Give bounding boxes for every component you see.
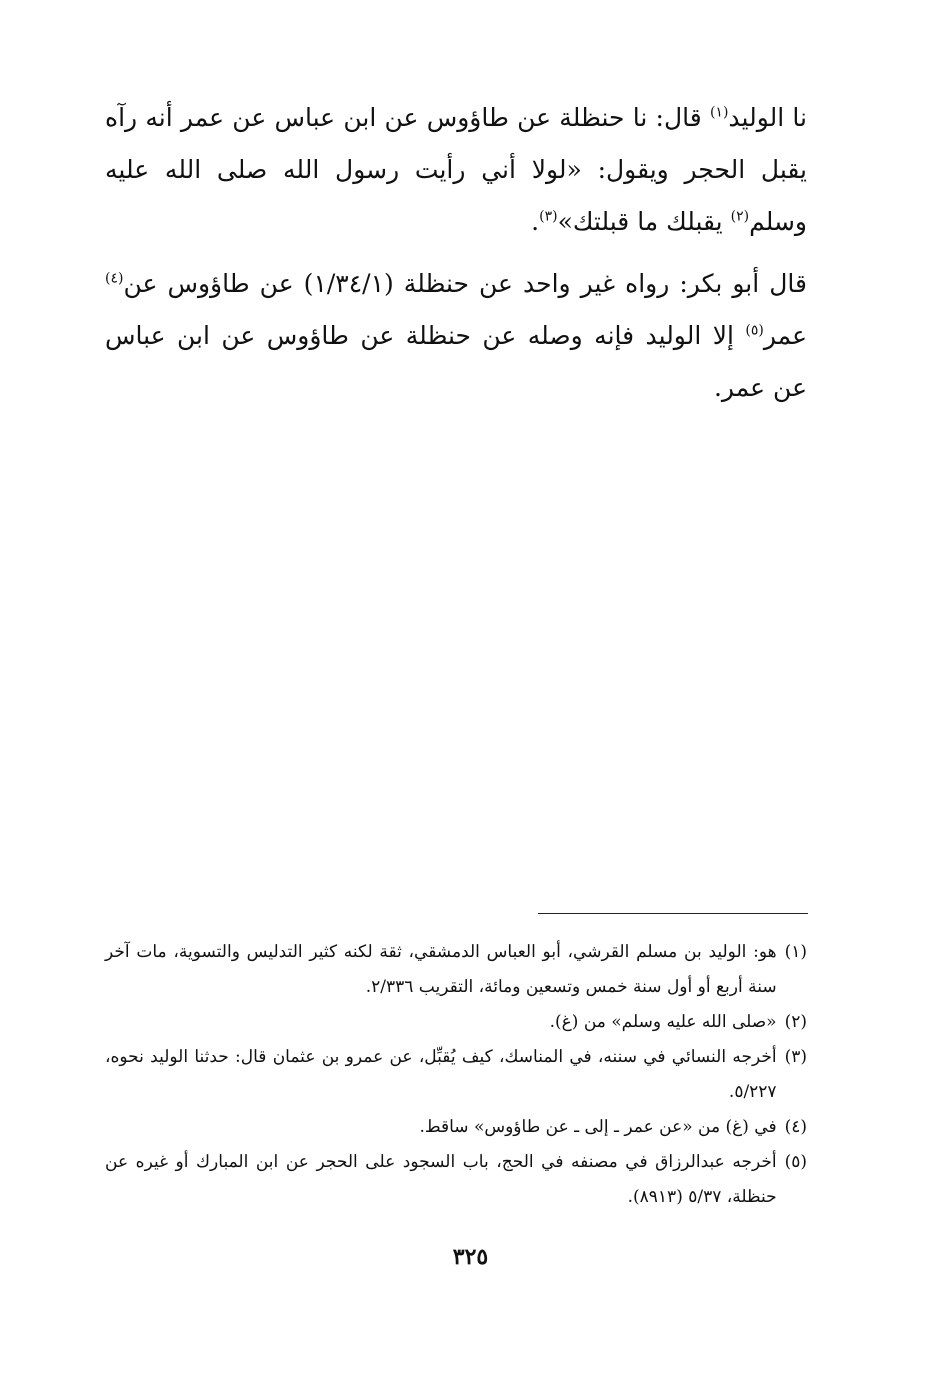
footnote (105, 1145, 807, 1215)
text-segment: يقبلك ما قبلتك» (557, 207, 731, 236)
footnote (105, 1110, 807, 1145)
footnote-ref: (١) (709, 104, 729, 121)
footnote-ref: (٤) (105, 270, 124, 287)
footnote-number: (٢) (784, 1012, 807, 1032)
footnote (105, 935, 807, 1005)
footnote-text: أخرجه النسائي في سننه، في المناسك، كيف يُقبِّل، عن عمرو بن عثمان قال: حدثنا الوليد نحوه، ٥/٢٢٧. (105, 1047, 777, 1102)
footnote-number: (٣) (784, 1047, 807, 1067)
text-segment: إلا الوليد فإنه وصله عن حنظلة عن طاؤوس عن ابن عباس عن عمر. (105, 321, 807, 402)
paragraph-1 (105, 92, 807, 248)
footnote-ref: (٥) (745, 322, 764, 339)
text-segment: . (531, 207, 540, 236)
text-segment: عمر (763, 321, 807, 350)
footnote-number: (١) (784, 942, 807, 962)
footnote-text: هو: الوليد بن مسلم القرشي، أبو العباس الدمشقي، ثقة لكنه كثير التدليس والتسوية، مات آخر سنة أربع أو أول سنة خمس وتسعين ومائة، التقريب ٢/٣٣٦. (105, 942, 777, 997)
footnote (105, 1040, 807, 1110)
text-segment: قال: نا حنظلة عن طاؤوس عن ابن عباس عن عمر أنه رآه يقبل الحجر ويقول: «لولا أني رأيت رسول الله صلى الله عليه وسلم (105, 103, 807, 236)
page-number: ٣٢٥ (452, 1244, 489, 1270)
footnote-separator (538, 913, 808, 914)
text-segment: نا الوليد (728, 103, 807, 132)
footnote-ref: (٢) (730, 208, 750, 225)
footnote-text: «صلى الله عليه وسلم» من (غ). (549, 1012, 777, 1032)
footnote-text: في (غ) من «عن عمر ـ إلى ـ عن طاؤوس» ساقط. (419, 1117, 777, 1137)
text-segment: قال أبو بكر: رواه غير واحد عن حنظلة (١/٣٤/١) عن طاؤوس عن (123, 269, 807, 298)
footnote (105, 1005, 807, 1040)
footnote-number: (٥) (784, 1152, 807, 1172)
paragraph-2 (105, 258, 807, 414)
footnote-ref: (٣) (539, 208, 558, 225)
footnote-text: أخرجه عبدالرزاق في مصنفه في الحج، باب السجود على الحجر عن ابن المبارك أو غيره عن حنظلة، ٥/٣٧ (٨٩١٣). (105, 1152, 777, 1207)
footnotes (105, 935, 807, 1215)
footnote-number: (٤) (784, 1117, 807, 1137)
main-text (105, 92, 807, 424)
